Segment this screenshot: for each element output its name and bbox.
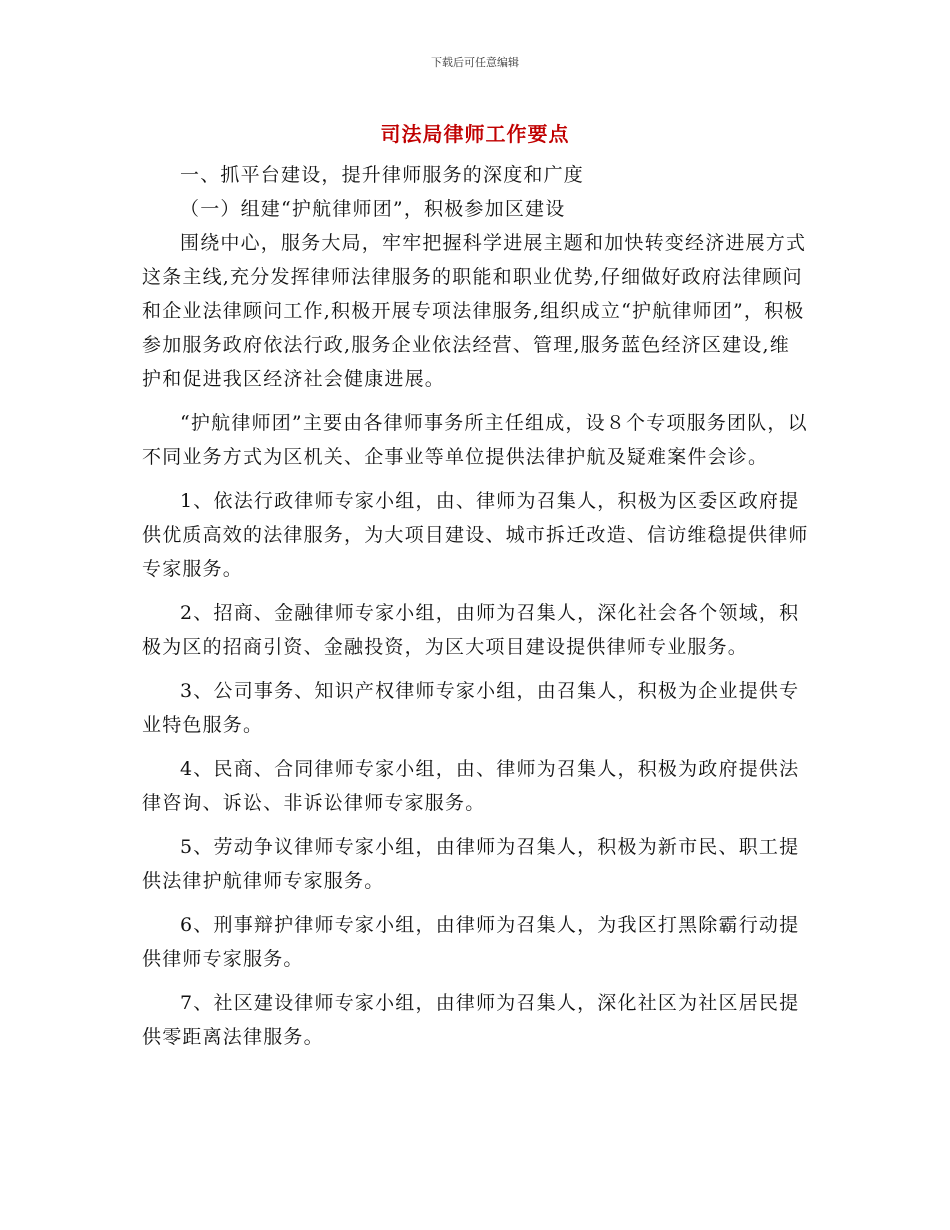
paragraph: 围绕中心，服务大局，牢牢把握科学进展主题和加快转变经济进展方式这条主线,充分发挥律师法律服务的职能和职业优势,仔细做好政府法律顾问和企业法律顾问工作,积极开展专项法律服务,组织成立“护航律师团”，积极参加服务政府依法行政,服务企业依法经营、管理,服务蓝色经济区建设,维护和促进我区经济社会健康进展。	[142, 232, 807, 390]
section-heading: 一、抓平台建设，提升律师服务的深度和广度	[180, 164, 585, 186]
list-item: 2、招商、金融律师专家小组，由师为召集人，深化社会各个领域，积极为区的招商引资、金融投资，为区大项目建设提供律师专业服务。	[142, 602, 800, 658]
list-item: 5、劳动争议律师专家小组，由律师为召集人，积极为新市民、职工提供法律护航律师专家服务。	[142, 836, 800, 892]
list-item: 7、社区建设律师专家小组，由律师为召集人，深化社区为社区居民提供零距离法律服务。	[142, 992, 800, 1048]
list-item: 6、刑事辩护律师专家小组，由律师为召集人，为我区打黑除霸行动提供律师专家服务。	[142, 914, 800, 970]
list-item: 4、民商、合同律师专家小组，由、律师为召集人，积极为政府提供法律咨询、诉讼、非诉讼律师专家服务。	[142, 758, 800, 814]
subsection-heading: （一）组建“护航律师团”，积极参加区建设	[180, 198, 566, 220]
list-item: 3、公司事务、知识产权律师专家小组，由召集人，积极为企业提供专业特色服务。	[142, 680, 800, 736]
list-item: 1、依法行政律师专家小组，由、律师为召集人，积极为区委区政府提供优质高效的法律服务，为大项目建设、城市拆迁改造、信访维稳提供律师专家服务。	[142, 490, 809, 580]
header-note: 下载后可任意编辑	[431, 56, 519, 69]
paragraph: “护航律师团”主要由各律师事务所主任组成，设８个专项服务团队，以不同业务方式为区机关、企事业等单位提供法律护航及疑难案件会诊。	[142, 412, 808, 468]
document-title: 司法局律师工作要点	[380, 122, 570, 146]
document-body	[142, 158, 810, 1054]
